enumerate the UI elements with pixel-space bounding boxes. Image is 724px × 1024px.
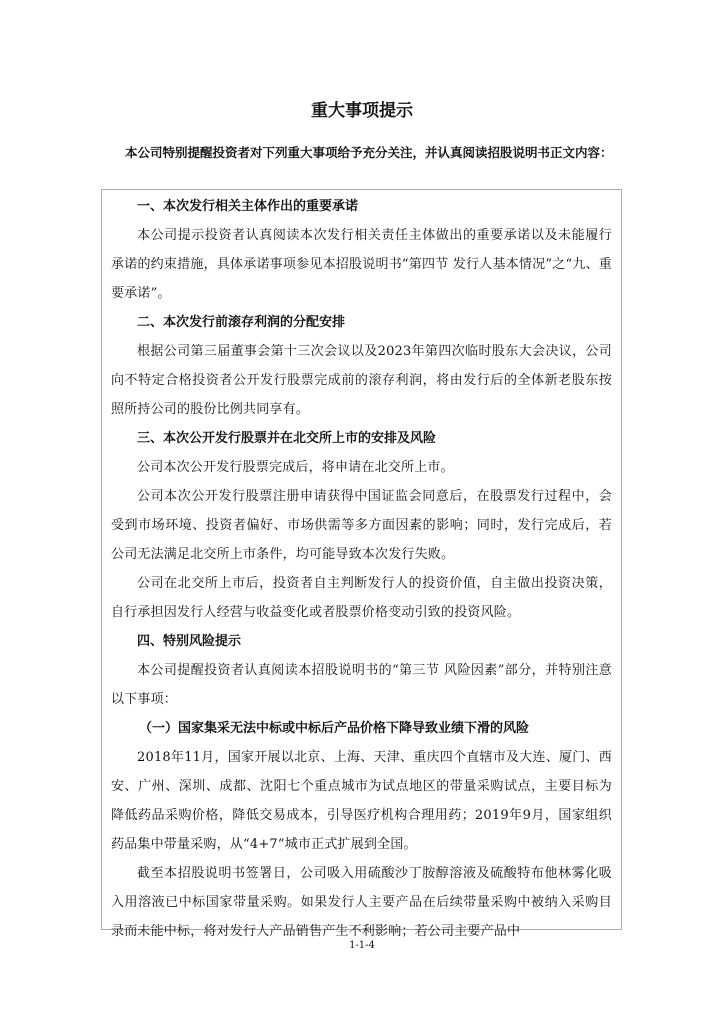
paragraph-special-risk-intro: 本公司提醒投资者认真阅读本招股说明书的“第三节 风险因素”部分，并特别注意以下事项： [111, 663, 612, 707]
risk-summary-box [101, 189, 622, 939]
section-heading-profit-distribution: 二、本次发行前滚存利润的分配安排 [137, 315, 346, 330]
paragraph-investment-risk: 公司在北交所上市后，投资者自主判断发行人的投资价值，自主做出投资决策，自行承担因发行人经营与收益变化或者股票价格变动引致的投资风险。 [111, 576, 612, 620]
paragraph-listing-application: 公司本次公开发行股票完成后，将申请在北交所上市。 [137, 460, 454, 475]
section-heading-special-risk: 四、特别风险提示 [137, 634, 242, 649]
paragraph-profit-distribution: 根据公司第三届董事会第十三次会议以及2023年第四次临时股东大会决议，公司向不特定合格投资者公开发行股票完成前的滚存利润，将由发行后的全体新老股东按照所持公司的股份比例共同享有。 [111, 344, 612, 417]
paragraph-procurement-status: 截至本招股说明书签署日，公司吸入用硫酸沙丁胺醇溶液及硫酸特布他林雾化吸入用溶液已中标国家带量采购。如果发行人主要产品在后续带量采购中被纳入采购目录而未能中标，将对发行人产品销售产生不利影响；若公司主要产品中 [111, 866, 612, 939]
page-title: 重大事项提示 [311, 101, 413, 121]
section-heading-commitments: 一、本次发行相关主体作出的重要承诺 [137, 199, 359, 214]
paragraph-issuance-risk: 公司本次公开发行股票注册申请获得中国证监会同意后，在股票发行过程中，会受到市场环境、投资者偏好、市场供需等多方面因素的影响；同时，发行完成后，若公司无法满足北交所上市条件，均可能导致本次发行失败。 [111, 489, 612, 562]
important-notice: 本公司特别提醒投资者对下列重大事项给予充分关注，并认真阅读招股说明书正文内容： [125, 145, 613, 160]
paragraph-commitments: 本公司提示投资者认真阅读本次发行相关责任主体做出的重要承诺以及未能履行承诺的约束措施，具体承诺事项参见本招股说明书“第四节 发行人基本情况”之“九、重要承诺”。 [111, 228, 612, 301]
section-heading-listing-arrangement: 三、本次公开发行股票并在北交所上市的安排及风险 [137, 431, 437, 446]
page-number: 1-1-4 [349, 940, 375, 951]
subsection-heading-procurement-risk: （一）国家集采无法中标或中标后产品价格下降导致业绩下滑的风险 [139, 721, 530, 736]
paragraph-procurement-history: 2018年11月，国家开展以北京、上海、天津、重庆四个直辖市及大连、厦门、西安、广州、深圳、成都、沈阳七个重点城市为试点地区的带量采购试点，主要目标为降低药品采购价格，降低交易成本，引导医疗机构合理用药；2019年9月，国家组织药品集中带量采购，从“4+7”城市正式扩展到全国。 [111, 750, 612, 852]
